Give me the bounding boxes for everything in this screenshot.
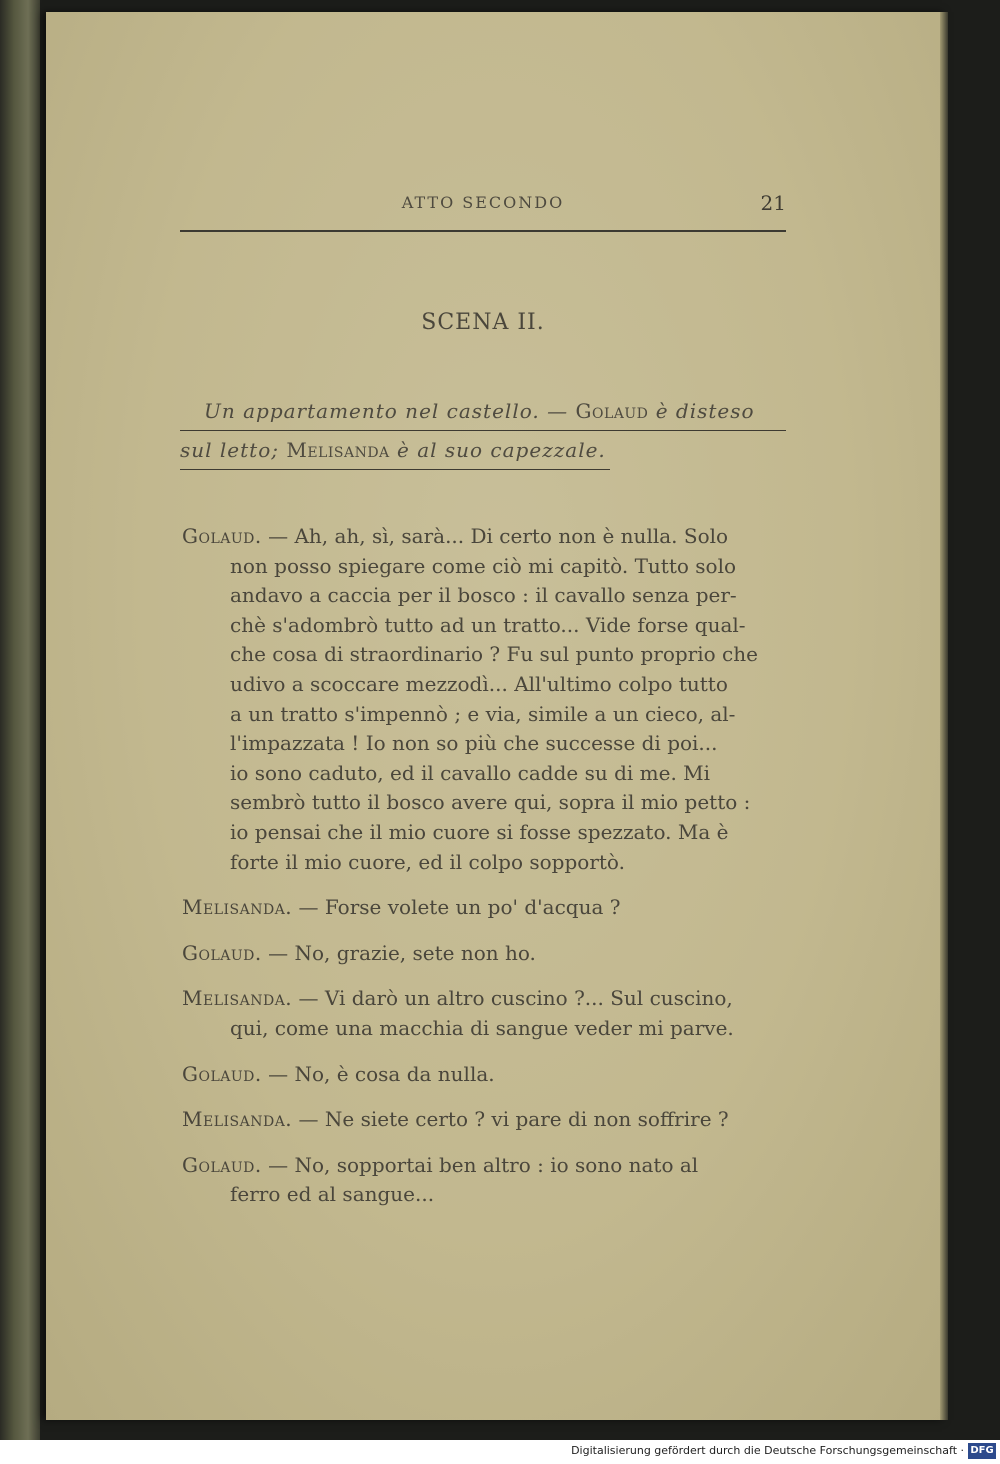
digitization-footer [0, 1440, 1000, 1464]
footer-credit: Digitalisierung gefördert durch die Deutsche Forschungsgemeinschaft · [571, 1444, 964, 1457]
scene-title: SCENA II. [421, 310, 545, 335]
speech-line: chè s'adombrò tutto ad un tratto... Vide forse qual- [230, 612, 746, 637]
page-edge-shadow [940, 12, 948, 1420]
speech-text: — No, grazie, sete non ho. [261, 940, 536, 965]
speech-line [182, 939, 788, 969]
speaker-name: Melisanda. [182, 1107, 293, 1132]
speech-melisanda-1 [182, 893, 788, 923]
speech-line: che cosa di straordinario ? Fu sul punto proprio che [230, 642, 758, 667]
speech-line [182, 1105, 788, 1135]
stage-text-2: è disteso [648, 399, 755, 423]
speech-melisanda-3 [182, 1105, 788, 1135]
speech-text: — Forse volete un po' d'acqua ? [292, 895, 621, 920]
speech-line: andavo a caccia per il bosco : il cavallo senza per- [230, 583, 737, 608]
speech-text: — Ne siete certo ? vi pare di non soffrire ? [292, 1107, 729, 1132]
speech-line: io pensai che il mio cuore si fosse spezzato. Ma è [230, 819, 729, 844]
speech-line: a un tratto s'impennò ; e via, simile a un cieco, al- [230, 701, 736, 726]
speech-golaud-3 [182, 1060, 788, 1090]
speaker-name: Melisanda. [182, 895, 293, 920]
stage-character-melisanda: Melisanda [286, 438, 390, 462]
speech-text: — No, è cosa da nulla. [261, 1061, 495, 1086]
stage-text-4: è al suo capezzale. [389, 438, 606, 462]
speech-golaud-2 [182, 939, 788, 969]
speech-line: sembrò tutto il bosco avere qui, sopra il mio petto : [230, 790, 751, 815]
page-number: 21 [760, 191, 786, 215]
running-head-title: ATTO SECONDO [401, 193, 565, 212]
book-cover-edge [0, 0, 40, 1440]
speech-text: — Ah, ah, sì, sarà... Di certo non è nulla. Solo [261, 524, 729, 548]
speech-golaud-4 [182, 1151, 788, 1210]
header-rule [180, 230, 786, 232]
dfg-logo-icon: DFG [968, 1443, 996, 1459]
speech-line [182, 1060, 788, 1090]
speech-line: io sono caduto, ed il cavallo cadde su di me. Mi [230, 760, 711, 785]
speech-melisanda-2 [182, 984, 788, 1043]
running-head [180, 193, 786, 233]
speech-golaud-1 [182, 522, 788, 877]
speech-line: forte il mio cuore, ed il colpo sopportò. [230, 849, 625, 874]
speaker-name: Golaud. [182, 1061, 262, 1086]
speech-text: — Vi darò un altro cuscino ?... Sul cuscino, [292, 986, 733, 1011]
speech-text: — No, sopportai ben altro : io sono nato al [261, 1152, 699, 1177]
speech-line: l'impazzata ! Io non so più che successe di poi... [230, 731, 718, 756]
speaker-name: Golaud. [182, 1152, 262, 1177]
speaker-name: Melisanda. [182, 986, 293, 1011]
speaker-name: Golaud. [182, 524, 262, 548]
stage-direction-line-1 [180, 392, 786, 431]
stage-direction-line-2 [180, 431, 610, 470]
speech-line [182, 1151, 788, 1181]
speech-line [182, 984, 788, 1014]
stage-text-3: sul letto; [180, 438, 287, 462]
speech-line [182, 522, 788, 552]
speaker-name: Golaud. [182, 940, 262, 965]
stage-character-golaud: Golaud [575, 399, 649, 423]
speech-line: ferro ed al sangue... [230, 1182, 435, 1207]
speech-line [182, 893, 788, 923]
dialogue [182, 522, 788, 1210]
stage-direction [180, 392, 786, 470]
speech-line: non posso spiegare come ciò mi capitò. Tutto solo [230, 553, 737, 578]
stage-text-1: Un appartamento nel castello. — [204, 399, 576, 423]
speech-line: udivo a scoccare mezzodì... All'ultimo colpo tutto [230, 671, 728, 696]
speech-line: qui, come una macchia di sangue veder mi parve. [230, 1015, 734, 1040]
